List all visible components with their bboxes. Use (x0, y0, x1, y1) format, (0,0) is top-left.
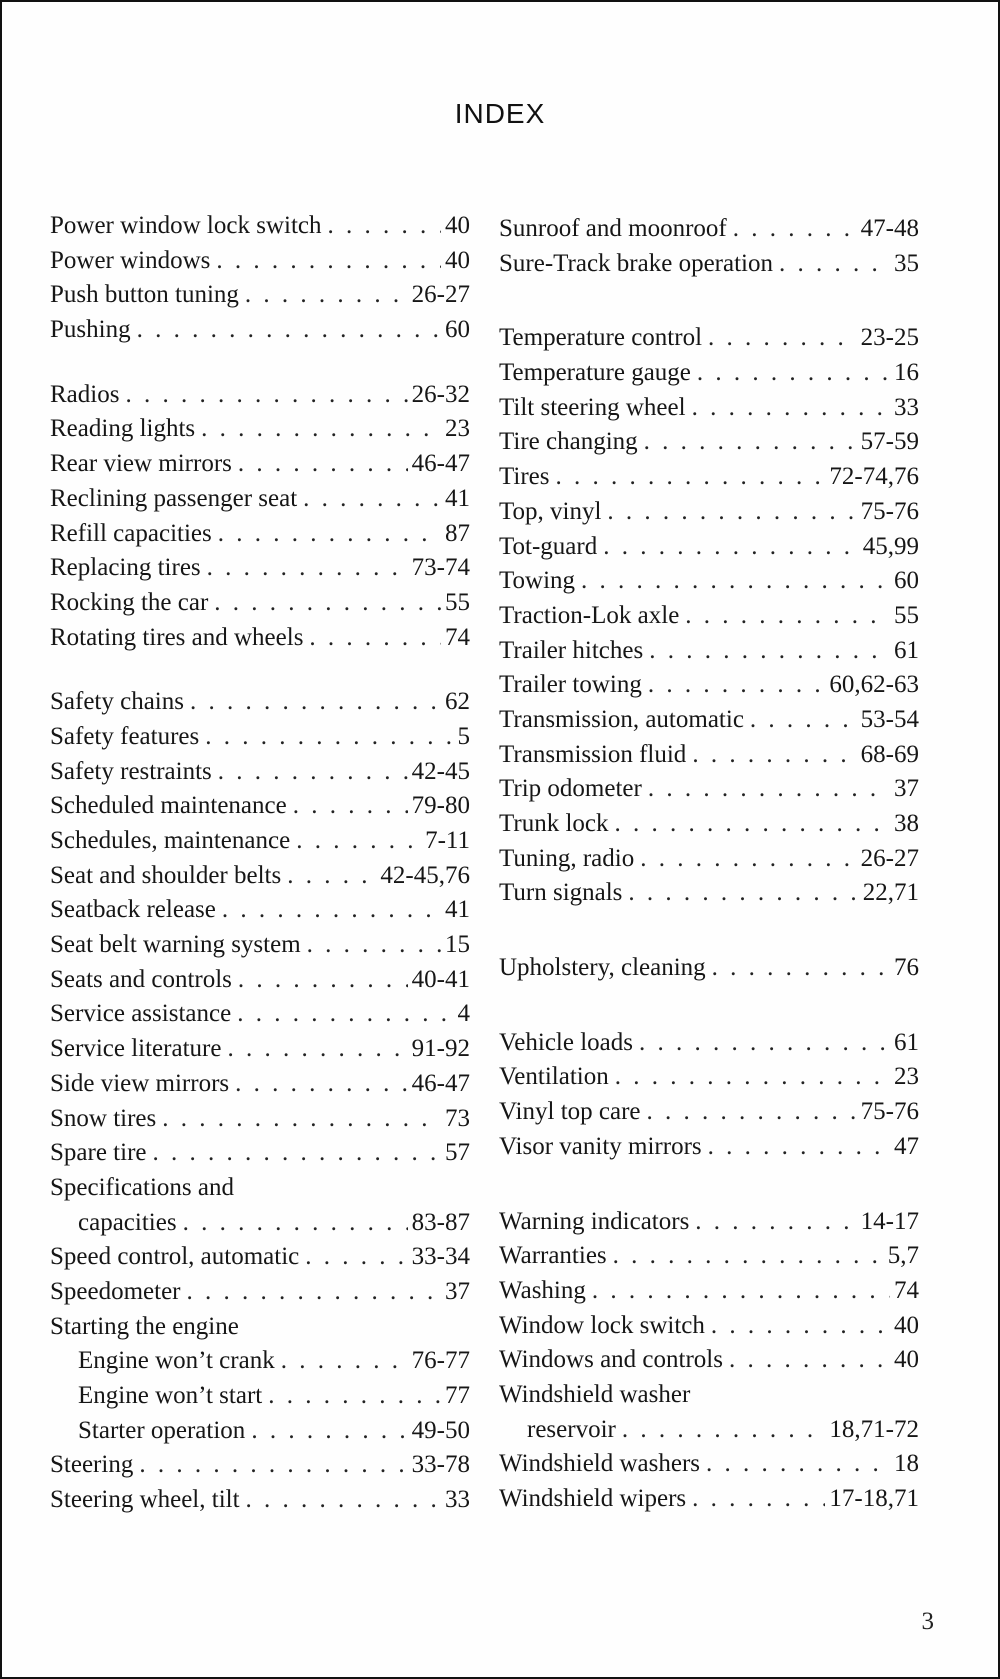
index-entry: Speedometer . . . 37 (50, 1275, 470, 1310)
index-entry: Schedules, maintenance . . . 7-11 (50, 824, 470, 859)
index-entry: Sure-Track brake operation . . . 35 (499, 247, 919, 282)
index-column-left (50, 209, 470, 1518)
index-entry: Trip odometer . . . 37 (499, 772, 919, 807)
index-entry: Snow tires . . . 73 (50, 1102, 470, 1137)
index-entry: Trailer hitches . . . 61 (499, 634, 919, 669)
index-entry: Towing . . . 60 (499, 564, 919, 599)
index-entry: Temperature gauge . . . 16 (499, 356, 919, 391)
index-entry: Seat belt warning system . . . 15 (50, 928, 470, 963)
index-entry: Tuning, radio . . . 26-27 (499, 842, 919, 877)
index-entry: Tilt steering wheel . . . 33 (499, 391, 919, 426)
index-entry: Washing . . . 74 (499, 1274, 919, 1309)
index-entry: Spare tire . . . 57 (50, 1136, 470, 1171)
index-entry: Tot-guard . . . 45,99 (499, 530, 919, 565)
index-entry: Service assistance . . . 4 (50, 997, 470, 1032)
index-entry: Refill capacities . . . 87 (50, 517, 470, 552)
index-subentry: capacities . . . 83-87 (50, 1206, 470, 1241)
index-entry: Window lock switch . . . 40 (499, 1309, 919, 1344)
index-entry: Windows and controls . . . 40 (499, 1343, 919, 1378)
index-entry: Seat and shoulder belts . . . 42-45,76 (50, 859, 470, 894)
index-entry: Radios . . . 26-32 (50, 378, 470, 413)
index-entry: Trunk lock . . . 38 (499, 807, 919, 842)
index-entry: Temperature control . . . 23-25 (499, 321, 919, 356)
index-entry: Transmission, automatic . . . 53-54 (499, 703, 919, 738)
index-subentry: Engine won’t start . . . 77 (50, 1379, 470, 1414)
group-spacer (50, 655, 470, 685)
index-entry: Seatback release . . . 41 (50, 893, 470, 928)
index-subentry: Starter operation . . . 49-50 (50, 1414, 470, 1449)
index-entry: Power windows . . . 40 (50, 244, 470, 279)
index-entry: Trailer towing . . . 60,62-63 (499, 668, 919, 703)
group-spacer (50, 348, 470, 378)
group-spacer (499, 281, 919, 321)
index-entry: Windshield wipers . . . 17-18,71 (499, 1482, 919, 1517)
index-entry: Traction-Lok axle . . . 55 (499, 599, 919, 634)
page-number: 3 (921, 1608, 934, 1635)
index-entry: Scheduled maintenance . . . 79-80 (50, 789, 470, 824)
index-entry: Rocking the car . . . 55 (50, 586, 470, 621)
index-entry: Seats and controls . . . 40-41 (50, 963, 470, 998)
index-entry: Windshield washer (499, 1380, 691, 1408)
group-spacer (499, 986, 919, 1026)
index-entry: Vinyl top care . . . 75-76 (499, 1095, 919, 1130)
index-entry: Reading lights . . . 23 (50, 412, 470, 447)
index-entry: Tires . . . 72-74,76 (499, 460, 919, 495)
index-entry: Side view mirrors . . . 46-47 (50, 1067, 470, 1102)
index-entry: Tire changing . . . 57-59 (499, 425, 919, 460)
group-spacer (499, 1165, 919, 1205)
index-entry: Upholstery, cleaning . . . 76 (499, 951, 919, 986)
index-entry: Power window lock switch . . . 40 (50, 209, 470, 244)
index-entry: Pushing . . . 60 (50, 313, 470, 348)
index-entry: Rotating tires and wheels . . . 74 (50, 621, 470, 656)
index-entry: Steering . . . 33-78 (50, 1448, 470, 1483)
index-entry: Turn signals . . . 22,71 (499, 876, 919, 911)
index-entry: Push button tuning . . . 26-27 (50, 278, 470, 313)
index-entry: Ventilation . . . 23 (499, 1060, 919, 1095)
index-entry: Safety features . . . 5 (50, 720, 470, 755)
index-subentry: reservoir . . . 18,71-72 (499, 1413, 919, 1448)
index-entry: Warning indicators . . . 14-17 (499, 1205, 919, 1240)
index-entry: Transmission fluid . . . 68-69 (499, 738, 919, 773)
index-entry: Rear view mirrors . . . 46-47 (50, 447, 470, 482)
group-spacer (499, 911, 919, 951)
index-entry: Warranties . . . 5,7 (499, 1239, 919, 1274)
index-entry: Reclining passenger seat . . . 41 (50, 482, 470, 517)
index-entry: Speed control, automatic . . . 33-34 (50, 1240, 470, 1275)
index-entry: Visor vanity mirrors . . . 47 (499, 1130, 919, 1165)
page-title: INDEX (454, 98, 546, 129)
index-entry: Safety restraints . . . 42-45 (50, 755, 470, 790)
index-entry: Steering wheel, tilt . . . 33 (50, 1483, 470, 1518)
index-entry: Starting the engine (50, 1312, 239, 1340)
index-entry: Service literature . . . 91-92 (50, 1032, 470, 1067)
index-entry: Safety chains . . . 62 (50, 685, 470, 720)
index-entry: Sunroof and moonroof . . . 47-48 (499, 212, 919, 247)
index-subentry: Engine won’t crank . . . 76-77 (50, 1344, 470, 1379)
index-entry: Top, vinyl . . . 75-76 (499, 495, 919, 530)
index-entry: Specifications and (50, 1173, 234, 1201)
index-entry: Windshield washers . . . 18 (499, 1447, 919, 1482)
index-entry: Vehicle loads . . . 61 (499, 1026, 919, 1061)
index-column-right (499, 212, 919, 1517)
index-entry: Replacing tires . . . 73-74 (50, 551, 470, 586)
